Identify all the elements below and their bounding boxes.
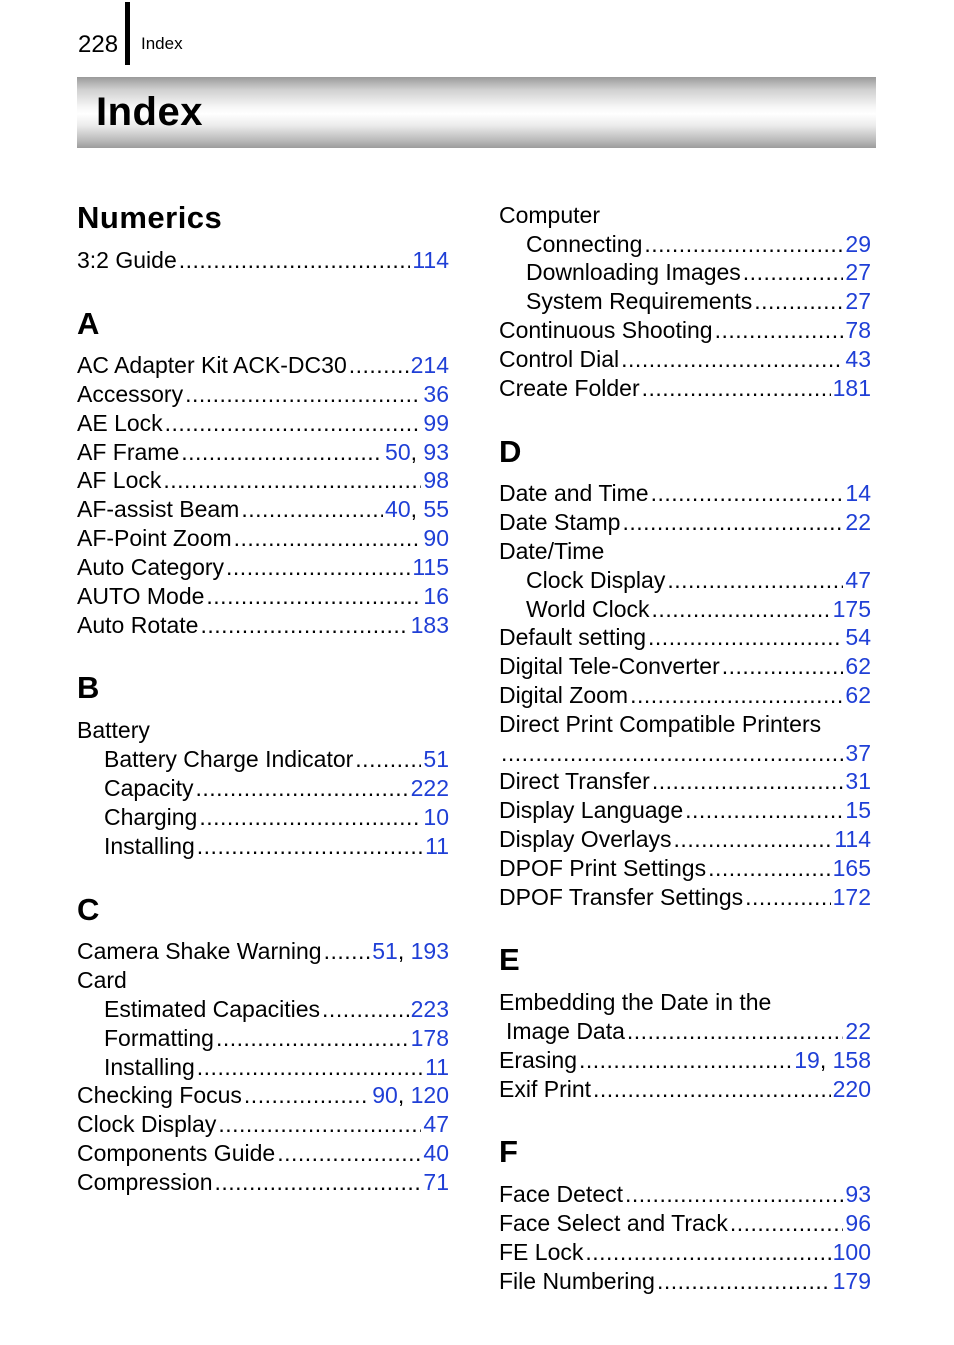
page-refs <box>425 1053 449 1082</box>
page-link[interactable]: 10 <box>423 804 449 830</box>
page-link[interactable]: 98 <box>423 467 449 493</box>
entry-label: Face Select and Track <box>499 1210 728 1236</box>
page-refs <box>794 1046 871 1075</box>
dot-leader <box>215 1168 422 1197</box>
section-heading: F <box>499 1134 519 1169</box>
page-refs <box>845 681 871 710</box>
page-link[interactable]: 183 <box>410 612 449 638</box>
section-heading: E <box>499 942 521 977</box>
index-entry <box>499 1238 871 1267</box>
page-refs <box>833 1075 871 1104</box>
index-subentry <box>104 995 449 1024</box>
index-entry <box>77 495 449 524</box>
index-entry <box>77 553 449 582</box>
page-link[interactable]: 22 <box>845 1018 871 1044</box>
dot-leader <box>163 466 421 495</box>
entry-label: Display Language <box>499 797 684 823</box>
page-refs <box>423 409 449 438</box>
index-subentry <box>526 230 871 259</box>
page-refs <box>845 767 871 796</box>
index-entry <box>77 351 449 380</box>
page-refs <box>845 623 871 652</box>
page-refs <box>385 438 449 467</box>
page-link[interactable]: 223 <box>410 996 449 1022</box>
entry-label: Camera Shake Warning <box>77 938 322 964</box>
page-separator: , <box>410 496 424 522</box>
entry-label: World Clock <box>526 596 650 622</box>
entry-label: Date Stamp <box>499 509 621 535</box>
index-entry <box>499 316 871 345</box>
index-group-label: Date/Time <box>499 538 605 564</box>
page-link[interactable]: 62 <box>845 653 871 679</box>
index-group-label: Computer <box>499 202 600 228</box>
page-link[interactable]: 47 <box>423 1111 449 1137</box>
entry-label: Accessory <box>77 381 184 407</box>
page-link[interactable]: 165 <box>832 855 871 881</box>
entry-label: System Requirements <box>526 288 753 314</box>
page-link[interactable]: 47 <box>845 567 871 593</box>
entry-label: File Numbering <box>499 1268 655 1294</box>
header-divider <box>125 2 130 65</box>
entry-label: AF-Point Zoom <box>77 525 232 551</box>
page-refs <box>423 1168 449 1197</box>
dot-leader <box>652 767 844 796</box>
page-refs <box>411 351 449 380</box>
entry-label: AC Adapter Kit ACK-DC30 <box>77 352 347 378</box>
section-heading: B <box>77 670 100 705</box>
entry-label: Control Dial <box>499 346 620 372</box>
entry-label: Components Guide <box>77 1140 276 1166</box>
page-link[interactable]: 175 <box>832 596 871 622</box>
dot-leader <box>185 380 421 409</box>
dot-leader <box>630 681 843 710</box>
index-entry <box>499 825 871 854</box>
page-refs <box>411 995 449 1024</box>
page-link[interactable]: 181 <box>832 375 871 401</box>
entry-label: Formatting <box>104 1025 214 1051</box>
dot-leader <box>216 1024 409 1053</box>
index-entry <box>77 246 449 275</box>
index-entry <box>77 409 449 438</box>
dot-leader <box>585 1238 830 1267</box>
page-separator: , <box>397 938 411 964</box>
index-entry <box>499 883 871 912</box>
index-entry <box>499 1046 871 1075</box>
index-group-label: Embedding the Date in the <box>499 989 772 1015</box>
index-entry <box>77 582 449 611</box>
dot-leader <box>642 374 831 403</box>
index-subentry <box>526 258 871 287</box>
index-entry <box>499 479 871 508</box>
page-link[interactable]: 50 <box>385 439 411 465</box>
entry-label: AUTO Mode <box>77 583 205 609</box>
page-link[interactable]: 120 <box>410 1082 449 1108</box>
index-entry <box>499 1180 871 1209</box>
page-link[interactable]: 43 <box>845 346 871 372</box>
page-link[interactable]: 220 <box>832 1076 871 1102</box>
page-refs <box>425 832 449 861</box>
entry-label: Compression <box>77 1169 213 1195</box>
dot-leader <box>181 438 383 467</box>
index-entry <box>499 1209 871 1238</box>
dot-leader <box>355 745 421 774</box>
entry-label: AE Lock <box>77 410 163 436</box>
dot-leader <box>708 854 831 883</box>
index-entry <box>499 652 871 681</box>
dot-leader <box>200 611 408 640</box>
index-entry <box>499 374 871 403</box>
dot-leader <box>206 582 421 611</box>
section-heading: Numerics <box>77 200 223 235</box>
entry-label: FE Lock <box>499 1239 584 1265</box>
page-link[interactable]: 99 <box>423 410 449 436</box>
entry-label: DPOF Print Settings <box>499 855 707 881</box>
page-separator: , <box>397 1082 411 1108</box>
page-refs <box>423 466 449 495</box>
entry-label: Digital Zoom <box>499 682 629 708</box>
page-refs <box>423 745 449 774</box>
page-refs <box>423 1110 449 1139</box>
entry-label: Auto Category <box>77 554 225 580</box>
page-refs <box>845 258 871 287</box>
dot-leader <box>277 1139 421 1168</box>
dot-leader <box>218 1110 421 1139</box>
page-refs <box>845 566 871 595</box>
entry-label: Erasing <box>499 1047 577 1073</box>
index-entry <box>499 681 871 710</box>
dot-leader <box>195 774 408 803</box>
page-link[interactable]: 11 <box>425 1054 449 1080</box>
entry-label: Default setting <box>499 624 647 650</box>
index-entry <box>77 937 449 966</box>
page-refs <box>423 524 449 553</box>
page-link[interactable]: 96 <box>845 1210 871 1236</box>
page-refs <box>845 479 871 508</box>
index-entry <box>77 524 449 553</box>
page-link[interactable]: 29 <box>845 231 871 257</box>
entry-label: Checking Focus <box>77 1082 242 1108</box>
entry-label: DPOF Transfer Settings <box>499 884 744 910</box>
dot-leader <box>745 883 830 912</box>
index-subentry <box>104 745 449 774</box>
page-refs <box>833 1238 871 1267</box>
page-link[interactable]: 114 <box>412 247 449 273</box>
index-entry <box>77 1081 449 1110</box>
page-link[interactable]: 22 <box>845 509 871 535</box>
index-subentry <box>104 803 449 832</box>
page-refs <box>845 1180 871 1209</box>
entry-label: Display Overlays <box>499 826 672 852</box>
page-refs <box>833 883 871 912</box>
dot-leader <box>179 246 411 275</box>
index-entry <box>499 796 871 825</box>
index-subentry <box>526 287 871 316</box>
page-link[interactable]: 51 <box>423 746 449 772</box>
entry-label: Create Folder <box>499 375 640 401</box>
index-entry <box>499 854 871 883</box>
entry-label: Battery Charge Indicator <box>104 746 354 772</box>
page-link[interactable]: 158 <box>832 1047 871 1073</box>
page-refs <box>423 582 449 611</box>
page-link[interactable]: 55 <box>423 496 449 522</box>
index-entry <box>77 1110 449 1139</box>
page-refs <box>845 1209 871 1238</box>
page-refs <box>372 1081 449 1110</box>
entry-label: Charging <box>104 804 198 830</box>
entry-label: Estimated Capacities <box>104 996 321 1022</box>
dot-leader <box>651 479 844 508</box>
entry-label: Connecting <box>526 231 643 257</box>
page-refs <box>845 652 871 681</box>
page-link[interactable]: 71 <box>423 1169 449 1195</box>
index-entry <box>77 1168 449 1197</box>
page-refs <box>845 287 871 316</box>
entry-label: Date and Time <box>499 480 649 506</box>
dot-leader <box>627 1017 844 1046</box>
entry-label: 3:2 Guide <box>77 247 177 273</box>
page-separator: , <box>410 439 424 465</box>
index-entry <box>499 508 871 537</box>
index-subentry <box>104 1053 449 1082</box>
page-separator: , <box>819 1047 833 1073</box>
page-refs <box>833 854 871 883</box>
index-group-label: Card <box>77 967 127 993</box>
page-link[interactable]: 14 <box>845 480 871 506</box>
section-heading: A <box>77 306 100 341</box>
page-refs <box>385 495 449 524</box>
index-entry <box>77 1139 449 1168</box>
dot-leader <box>657 1267 831 1296</box>
page-refs <box>845 316 871 345</box>
page-link[interactable]: 172 <box>832 884 871 910</box>
title-banner <box>77 77 876 148</box>
dot-leader <box>644 230 843 259</box>
page-refs <box>423 803 449 832</box>
page-refs <box>411 774 449 803</box>
index-entry <box>77 466 449 495</box>
page-link[interactable]: 62 <box>845 682 871 708</box>
index-entry <box>77 611 449 640</box>
running-header: Index <box>141 34 183 53</box>
section-heading: C <box>77 892 100 927</box>
dot-leader <box>754 287 843 316</box>
entry-label: Image Data <box>506 1018 625 1044</box>
index-entry <box>77 438 449 467</box>
dot-leader <box>234 524 422 553</box>
page-link[interactable]: 193 <box>410 938 449 964</box>
dot-leader <box>622 508 843 537</box>
entry-label: Downloading Images <box>526 259 741 285</box>
dot-leader <box>349 351 409 380</box>
page-link[interactable]: 93 <box>845 1181 871 1207</box>
page-link[interactable]: 27 <box>845 288 871 314</box>
page-link[interactable]: 27 <box>845 259 871 285</box>
dot-leader <box>667 566 843 595</box>
index-subentry <box>526 566 871 595</box>
index-subentry <box>104 832 449 861</box>
page-refs <box>845 796 871 825</box>
page-link[interactable]: 54 <box>845 624 871 650</box>
entry-label: Capacity <box>104 775 194 801</box>
section-heading: D <box>499 434 522 469</box>
dot-leader <box>165 409 422 438</box>
dot-leader <box>199 803 421 832</box>
dot-leader <box>324 937 371 966</box>
page-number: 228 <box>78 31 119 58</box>
dot-leader <box>685 796 843 825</box>
entry-label: Auto Rotate <box>77 612 199 638</box>
entry-label: Face Detect <box>499 1181 623 1207</box>
dot-leader <box>715 316 844 345</box>
page-refs <box>845 1017 871 1046</box>
index-entry <box>499 1267 871 1296</box>
page-link[interactable]: 90 <box>423 525 449 551</box>
page-refs <box>423 1139 449 1168</box>
dot-leader <box>593 1075 831 1104</box>
page-link[interactable]: 93 <box>423 439 449 465</box>
index-subentry <box>506 1017 871 1046</box>
page-link[interactable]: 115 <box>412 554 449 580</box>
page-link[interactable]: 114 <box>834 826 871 852</box>
index-entry <box>77 380 449 409</box>
page-refs <box>412 553 449 582</box>
dot-leader <box>244 1081 370 1110</box>
index-entry <box>499 345 871 374</box>
dot-leader <box>743 258 844 287</box>
dot-leader <box>722 652 844 681</box>
index-subentry <box>526 595 871 624</box>
page-refs <box>834 825 871 854</box>
page-link[interactable]: 90 <box>372 1082 398 1108</box>
index-entry <box>499 623 871 652</box>
page-refs <box>833 595 871 624</box>
dot-leader <box>579 1046 792 1075</box>
dot-leader <box>625 1180 843 1209</box>
index-entry <box>499 767 871 796</box>
page-link[interactable]: 51 <box>372 938 398 964</box>
page-refs <box>833 1267 871 1296</box>
page-link[interactable]: 40 <box>423 1140 449 1166</box>
page-refs <box>845 508 871 537</box>
page-refs <box>372 937 449 966</box>
index-group-label: Battery <box>77 717 150 743</box>
page-link[interactable]: 11 <box>425 833 449 859</box>
dot-leader <box>197 1053 423 1082</box>
page-refs <box>423 380 449 409</box>
entry-label: Continuous Shooting <box>499 317 713 343</box>
page-refs <box>845 345 871 374</box>
entry-label: Digital Tele-Converter <box>499 653 720 679</box>
index-subentry <box>104 1024 449 1053</box>
page-refs <box>412 246 449 275</box>
page-link[interactable]: 31 <box>845 768 871 794</box>
page-link[interactable]: 222 <box>410 775 449 801</box>
entry-label: AF-assist Beam <box>77 496 240 522</box>
page-link[interactable]: 37 <box>845 740 871 766</box>
index-group-label: Direct Print Compatible Printers <box>499 711 822 737</box>
dot-leader <box>226 553 410 582</box>
page-link[interactable]: 100 <box>832 1239 871 1265</box>
dot-leader <box>197 832 423 861</box>
dot-leader <box>322 995 409 1024</box>
entry-label: AF Frame <box>77 439 180 465</box>
index-entry <box>499 739 871 768</box>
dot-leader <box>730 1209 844 1238</box>
page-refs <box>845 739 871 768</box>
entry-label: Clock Display <box>526 567 666 593</box>
index-entry <box>499 1075 871 1104</box>
page-title: Index <box>96 90 203 134</box>
page-refs <box>845 230 871 259</box>
page-link[interactable]: 178 <box>410 1025 449 1051</box>
dot-leader <box>501 739 843 768</box>
entry-label: Installing <box>104 1054 195 1080</box>
entry-label: Installing <box>104 833 195 859</box>
entry-label: Exif Print <box>499 1076 592 1102</box>
dot-leader <box>621 345 843 374</box>
page-link[interactable]: 36 <box>423 381 449 407</box>
dot-leader <box>652 595 831 624</box>
dot-leader <box>241 495 383 524</box>
page-link[interactable]: 40 <box>385 496 411 522</box>
dot-leader <box>648 623 843 652</box>
page-link[interactable]: 78 <box>845 317 871 343</box>
entry-label: Direct Transfer <box>499 768 650 794</box>
page-refs <box>833 374 871 403</box>
page-link[interactable]: 16 <box>423 583 449 609</box>
entry-label: Clock Display <box>77 1111 217 1137</box>
index-subentry <box>104 774 449 803</box>
page-refs <box>411 1024 449 1053</box>
page-link[interactable]: 214 <box>410 352 449 378</box>
page-link[interactable]: 179 <box>832 1268 871 1294</box>
page-refs <box>411 611 449 640</box>
page-link[interactable]: 19 <box>794 1047 820 1073</box>
dot-leader <box>674 825 833 854</box>
page-link[interactable]: 15 <box>845 797 871 823</box>
entry-label: AF Lock <box>77 467 162 493</box>
